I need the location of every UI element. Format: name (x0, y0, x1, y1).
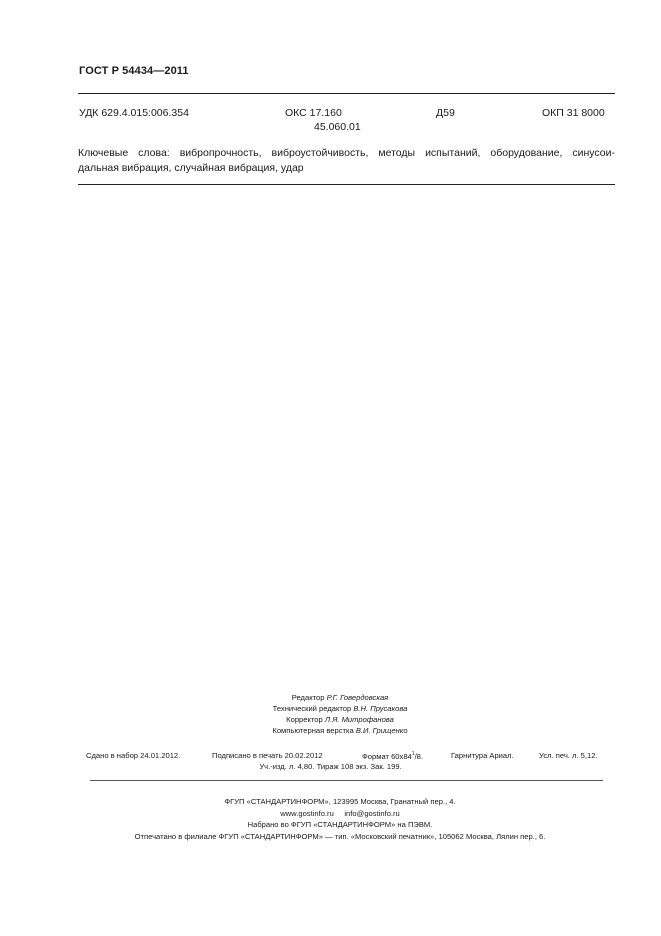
keywords-block (78, 146, 615, 176)
publisher-website: www.gostinfo.ru (280, 808, 334, 818)
oks-code-second: 45.060.01 (314, 121, 361, 133)
footer-block (60, 796, 620, 842)
typeset-note: Набрано во ФГУП «СТАНДАРТИНФОРМ» на ПЭВМ. (247, 820, 433, 829)
oks-code: ОКС 17.160 (285, 107, 342, 119)
credit-tech-editor: Технический редактор В.Н. Прусакова (272, 704, 408, 713)
publisher-address: ФГУП «СТАНДАРТИНФОРМ», 123995 Москва, Гранатный пер., 4. (224, 797, 456, 806)
credit-editor: Редактор Р.Г. Говердовская (291, 693, 389, 702)
keywords-line-1: Ключевые слова: вибропрочность, виброустойчивость, методы испытаний, оборудование, синусои- (78, 147, 615, 159)
footer-divider (90, 780, 603, 781)
credit-layout: Компьютерная верстка В.И. Грищенко (272, 726, 408, 735)
submitted-date: Сдано в набор 24.01.2012. (86, 751, 181, 760)
udk-code: УДК 629.4.015:006.354 (79, 107, 189, 119)
credit-corrector: Корректор Л.Я. Митрофанова (286, 715, 394, 724)
header-rule (78, 93, 615, 94)
document-title: ГОСТ Р 54434—2011 (79, 65, 189, 77)
credits-block (200, 692, 480, 736)
typeface: Гарнитура Ариал. (451, 751, 514, 760)
publisher-email: info@gostinfo.ru (344, 808, 400, 818)
print-sheets: Усл. печ. л. 5,12. (539, 751, 598, 760)
printing-note: Отпечатано в филиале ФГУП «СТАНДАРТИНФОРМ» — тип. «Московский печатник», 105062 Москва, Лялин пер., 6. (134, 831, 546, 841)
publication-details: Уч.-изд. л. 4,80. Тираж 108 экз. Зак. 199. (259, 762, 402, 771)
group-code: Д59 (436, 107, 455, 119)
publisher-contacts (60, 808, 620, 820)
okp-code: ОКП 31 8000 (542, 107, 605, 119)
keywords-rule (78, 184, 615, 185)
signed-date: Подписано в печать 20.02.2012 (212, 751, 323, 760)
paper-format: Формат $60х84^1/8$. (362, 751, 424, 761)
keywords-line-2: дальная вибрация, случайная вибрация, удар (78, 162, 304, 174)
